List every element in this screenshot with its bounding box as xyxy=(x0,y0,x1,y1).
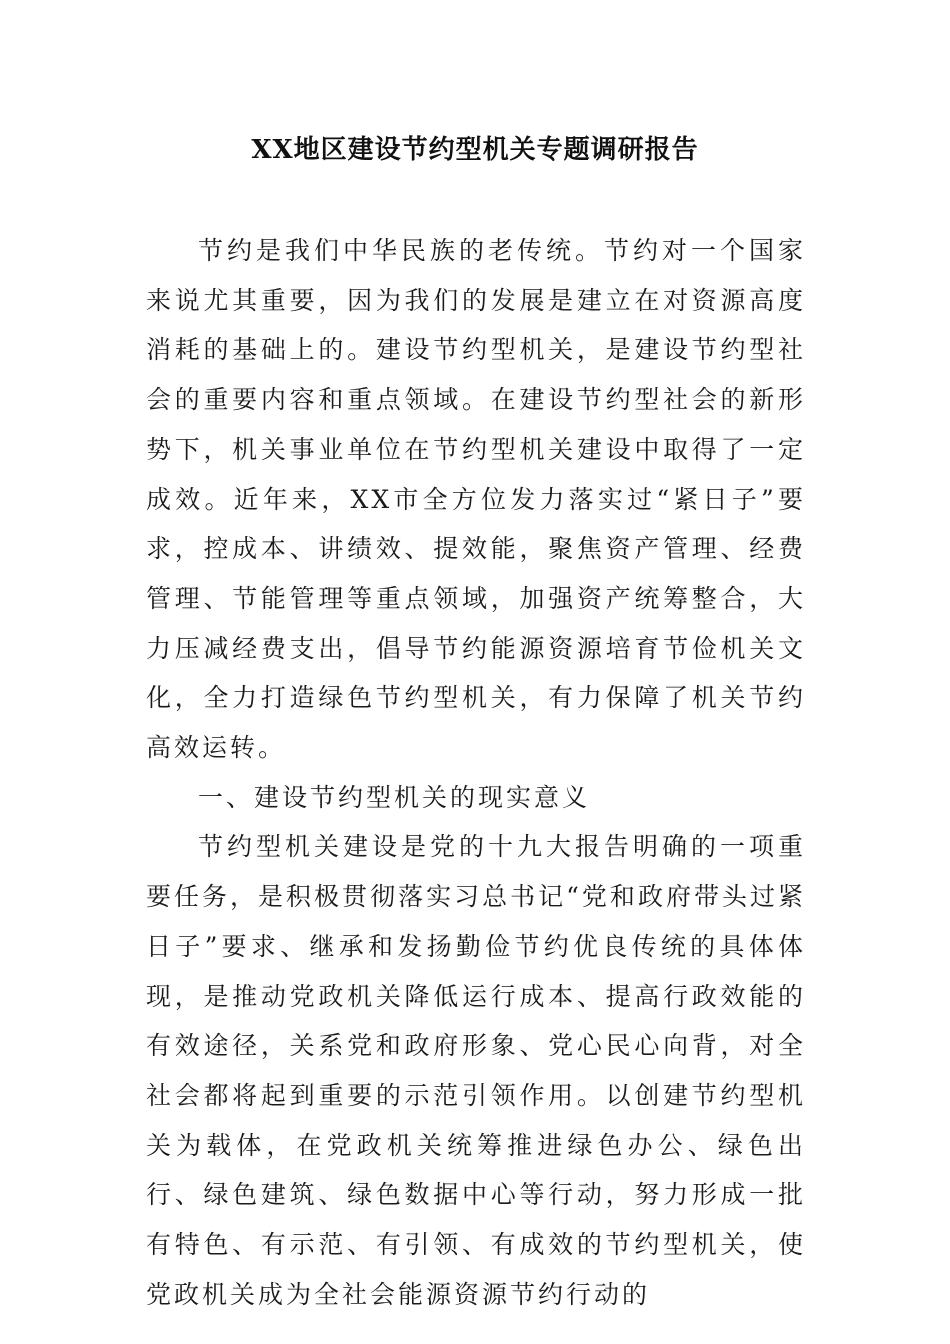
document-title: XX地区建设节约型机关专题调研报告 xyxy=(251,135,699,165)
section-heading: 一、建设节约型机关的现实意义 xyxy=(198,782,591,812)
document-body xyxy=(146,226,806,1319)
section-paragraph: 节约型机关建设是党的十九大报告明确的一项重要任务，是积极贯彻落实习总书记“党和政府带头过紧日子”要求、继承和发扬勤俭节约优良传统的具体体现，是推动党政机关降低运行成本、提高行政效能的有效途径，关系党和政府形象、党心民心向背，对全社会都将起到重要的示范引领作用。以创建节约型机关为载体，在党政机关统筹推进绿色办公、绿色出行、绿色建筑、绿色数据中心等行动，努力形成一批有特色、有示范、有引领、有成效的节约型机关，使党政机关成为全社会能源资源节约行动的 xyxy=(146,832,806,1309)
intro-paragraph: 节约是我们中华民族的老传统。节约对一个国家来说尤其重要，因为我们的发展是建立在对资源高度消耗的基础上的。建设节约型机关，是建设节约型社会的重要内容和重点领域。在建设节约型社会的新形势下，机关事业单位在节约型机关建设中取得了一定成效。近年来，XX市全方位发力落实过“紧日子”要求，控成本、讲绩效、提效能，聚焦资产管理、经费管理、节能管理等重点领域，加强资产统筹整合，大力压减经费支出，倡导节约能源资源培育节俭机关文化，全力打造绿色节约型机关，有力保障了机关节约高效运转。 xyxy=(146,236,806,763)
